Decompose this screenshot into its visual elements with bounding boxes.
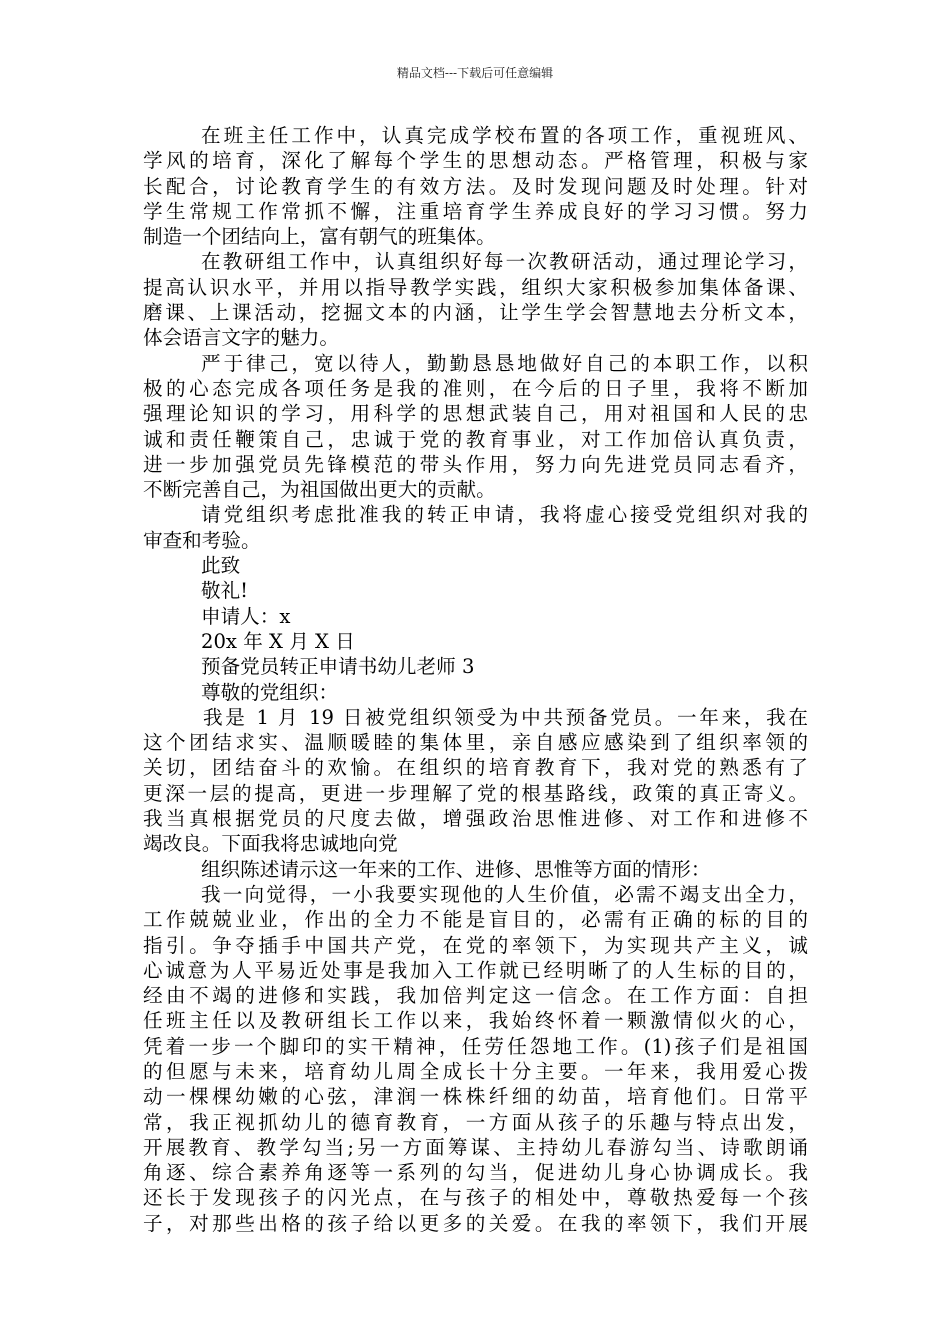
- text-line: 申请人：x: [201, 604, 291, 628]
- text-line: 还长于发现孩子的闪光点，在与孩子的相处中，尊敬热爱每一个孩: [143, 1186, 808, 1210]
- text-line: 角逐、综合素养角逐等一系列的勾当，促进幼儿身心协调成长。我: [143, 1161, 808, 1185]
- text-line: 凭着一步一个脚印的实干精神，任劳任怨地工作。(1)孩子们是祖国: [143, 1034, 808, 1058]
- text-line: 更深一层的提高，更进一步理解了党的根基路线，政策的真正寄义。: [143, 781, 808, 805]
- text-line: 的但愿与未来，培育幼儿周全成长十分主要。一年来，我用爱心拨: [143, 1059, 808, 1083]
- text-line: 我是 1 月 19 日被党组织领受为中共预备党员。一年来，我在: [203, 705, 808, 729]
- text-line: 诚和责任鞭策自己，忠诚于党的教育事业，对工作加倍认真负责，: [143, 427, 808, 451]
- text-line: 工作兢兢业业，作出的全力不能是盲目的，必需有正确的标的目的: [143, 908, 808, 932]
- text-line: 极的心态完成各项任务是我的准则，在今后的日子里，我将不断加: [143, 376, 808, 400]
- text-line: 磨课、上课活动，挖掘文本的内涵，让学生学会智慧地去分析文本，: [143, 301, 808, 325]
- text-line: 学风的培育，深化了解每个学生的思想动态。严格管理，积极与家: [143, 149, 808, 173]
- text-line: 经由不竭的进修和实践，我加倍判定这一信念。在工作方面：自担: [143, 984, 808, 1008]
- text-line: 长配合，讨论教育学生的有效方法。及时发现问题及时处理。针对: [143, 174, 808, 198]
- text-line: 尊敬的党组织：: [201, 680, 339, 704]
- text-line: 学生常规工作常抓不懈，注重培育学生养成良好的学习习惯。努力: [143, 199, 808, 223]
- document-body: [143, 123, 808, 1236]
- text-line: 心诚意为人平易近处事是我加入工作就已经明晰了的人生标的目的，: [143, 958, 808, 982]
- text-line: 体会语言文字的魅力。: [143, 326, 339, 350]
- text-line: 组织陈述请示这一年来的工作、进修、思惟等方面的情形：: [201, 857, 711, 881]
- text-line: 严于律己，宽以待人，勤勤恳恳地做好自己的本职工作，以积: [201, 351, 808, 375]
- page-header: 精品文档---下载后可任意编辑: [396, 66, 554, 80]
- text-line: 开展教育、教学勾当;另一方面筹谋、主持幼儿春游勾当、诗歌朗诵: [143, 1135, 808, 1159]
- text-line: 进一步加强党员先锋模范的带头作用，努力向先进党员同志看齐，: [143, 452, 808, 476]
- text-line: 动一棵棵幼嫩的心弦，津润一株株纤细的幼苗，培育他们。日常平: [143, 1085, 808, 1109]
- text-line: 强理论知识的学习，用科学的思想武装自己，用对祖国和人民的忠: [143, 402, 808, 426]
- text-line: 制造一个团结向上，富有朝气的班集体。: [143, 225, 496, 249]
- text-line: 任班主任以及教研组长工作以来，我始终怀着一颗激情似火的心，: [143, 1009, 808, 1033]
- text-line: 敬礼!: [201, 579, 249, 603]
- text-line: 此致: [201, 554, 241, 578]
- text-line: 指引。争夺插手中国共产党，在党的率领下，为实现共产主义，诚: [143, 933, 808, 957]
- text-line: 请党组织考虑批准我的转正申请，我将虚心接受党组织对我的: [201, 503, 808, 527]
- text-line: 竭改良。下面我将忠诚地向党: [143, 832, 398, 856]
- text-line: 这个团结求实、温顺暖睦的集体里，亲自感应感染到了组织率领的: [143, 731, 808, 755]
- text-line: 常，我正视抓幼儿的德育教育，一方面从孩子的乐趣与特点出发，: [143, 1110, 808, 1134]
- text-line: 预备党员转正申请书幼儿老师 3: [201, 655, 475, 679]
- text-line: 20x 年 X 月 X 日: [201, 629, 355, 653]
- text-line: 子，对那些出格的孩子给以更多的关爱。在我的率领下，我们开展: [143, 1211, 808, 1235]
- text-line: 在教研组工作中，认真组织好每一次教研活动，通过理论学习，: [201, 250, 808, 274]
- text-line: 在班主任工作中，认真完成学校布置的各项工作，重视班风、: [201, 124, 808, 147]
- text-line: 不断完善自己，为祖国做出更大的贡献。: [143, 478, 496, 502]
- text-line: 提高认识水平，并用以指导教学实践，组织大家积极参加集体备课、: [143, 275, 808, 299]
- text-line: 我一向觉得，一小我要实现他的人生价值，必需不竭支出全力，: [201, 882, 808, 906]
- text-line: 审查和考验。: [143, 528, 261, 552]
- text-line: 关切，团结奋斗的欢愉。在组织的培育教育下，我对党的熟悉有了: [143, 756, 808, 780]
- text-line: 我当真根据党员的尺度去做，增强政治思惟进修、对工作和进修不: [143, 807, 808, 831]
